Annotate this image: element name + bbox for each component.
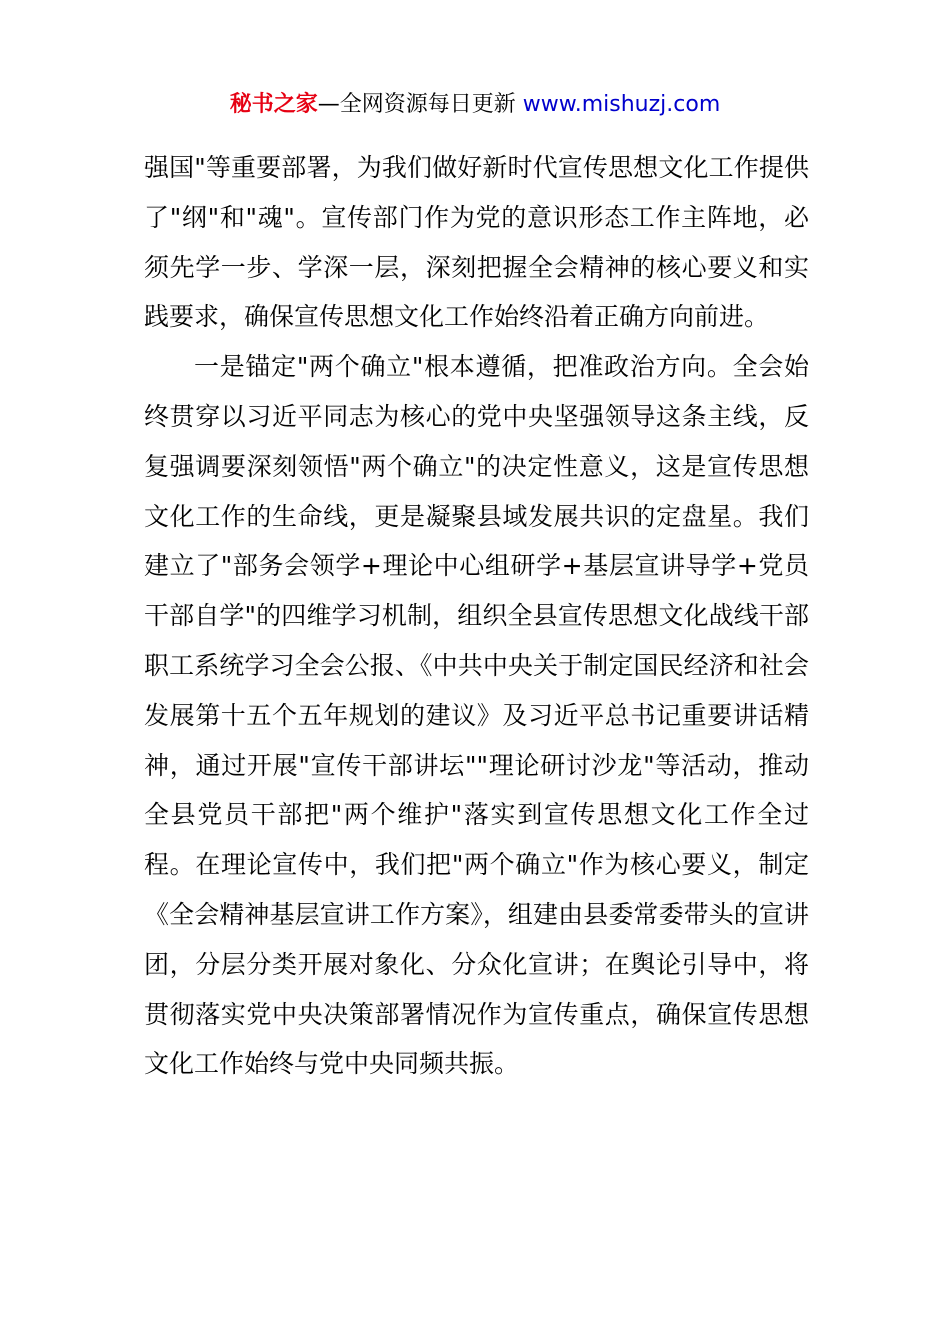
site-header	[0, 88, 950, 122]
paragraph-1: 强国"等重要部署，为我们做好新时代宣传思想文化工作提供了"纲"和"魂"。宣传部门作为党的意识形态工作主阵地，必须先学一步、学深一层，深刻把握全会精神的核心要义和实践要求，确保宣传思想文化工作始终沿着正确方向前进。	[144, 153, 809, 332]
site-url-link[interactable]: www.mishuzj.com	[522, 92, 721, 117]
site-tagline: —全网资源每日更新	[317, 92, 523, 117]
paragraph-2: 一是锚定"两个确立"根本遵循，把准政治方向。全会始终贯穿以习近平同志为核心的党中央坚强领导这条主线，反复强调要深刻领悟"两个确立"的决定性意义，这是宣传思想文化工作的生命线，更是凝聚县域发展共识的定盘星。我们建立了"部务会领学+理论中心组研学+基层宣讲导学+党员干部自学"的四维学习机制，组织全县宣传思想文化战线干部职工系统学习全会公报、《中共中央关于制定国民经济和社会发展第十五个五年规划的建议》及习近平总书记重要讲话精神，通过开展"宣传干部讲坛""理论研讨沙龙"等活动，推动全县党员干部把"两个维护"落实到宣传思想文化工作全过程。在理论宣传中，我们把"两个确立"作为核心要义，制定《全会精神基层宣讲工作方案》，组建由县委常委带头的宣讲团，分层分类开展对象化、分众化宣讲；在舆论引导中，将贯彻落实党中央决策部署情况作为宣传重点，确保宣传思想文化工作始终与党中央同频共振。	[144, 352, 809, 1079]
site-brand: 秘书之家	[229, 92, 318, 117]
document-body	[144, 143, 809, 1089]
